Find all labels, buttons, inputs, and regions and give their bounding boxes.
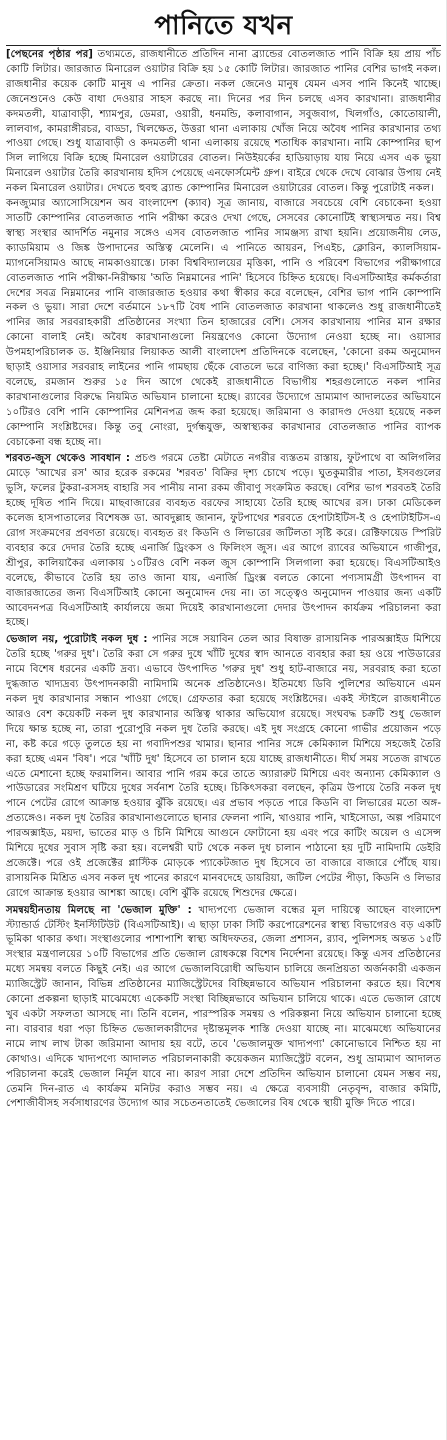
- continuation-marker: [পেছনের পৃষ্ঠার পর]: [6, 49, 93, 60]
- clipped-previous-text: [6, 0, 441, 5]
- section-coordination-heading: সমন্বয়হীনতায় মিলছে না 'ভেজাল মুক্তি' :: [6, 904, 192, 916]
- section-milk: [6, 633, 441, 901]
- section-coordination-text: খাদ্যপণ্যে ভেজাল বন্ধের মূল দায়িত্বে আছেন বাংলাদেশ স্ট্যান্ডার্ড টেস্টিং ইনস্টিটিউট (বিএসটিআই)। এ ছাড়া ঢাকা সিটি করপোরেশনের স্বাস্থ্য বিভাগেরও বড় একটি ভূমিকা থাকার কথা। সংস্থাগুলোর পাশাপাশি স্বাস্থ্য অধিদফতর, জেলা প্রশাসন, র‍্যাব, পুলিশসহ অন্তত ১৫টি সংস্থার মন্ত্রণালয়ের ১০টি বিভাগের প্রতি ভেজাল রোধকল্পে বিশেষ নির্দেশনা রয়েছে। কিন্তু এসব প্রতিষ্ঠানের মধ্যে সমন্বয় বলতে কিছুই নেই। এর আগে ভেজালবিরোধী অভিযান চালিয়ে জনপ্রিয়তা অর্জনকারী একজন ম্যাজিস্ট্রেট জানান, বিভিন্ন প্রতিষ্ঠানের ম্যাজিস্ট্রেটদের বিচ্ছিন্নভাবে অভিযান পরিচালনা করতে হয়। বিশেষ কোনো প্রকল্পনা ছাড়াই মাঝেমধ্যে একেকটি সংস্থা বিচ্ছিন্নভাবে অভিযান চালিয়ে থাকে। এতে ভেজাল রোধে খুব একটা সফলতা আসছে না। তিনি বলেন, পারস্পরিক সমন্বয় ও পরিকল্পনা নিয়ে অভিযান চালানো হচ্ছে না। বারবার ধরা পড়া চিহ্নিত ভেজালকারীদের দৃষ্টান্তমূলক শাস্তি দেওয়া যাচ্ছে না। মাঝেমধ্যে অভিযানের নামে লাখ লাখ টাকা জরিমানা আদায় হয় বটে, তবে 'ভেজালমুক্ত খাদ্যপণ্য' কোনোভাবে নিশ্চিত হয় না কোথাও। এদিকে খাদ্যপণ্যে আদালত পরিচালনাকারী কয়েকজন ম্যাজিস্ট্রেট বলেন, শুধু ভ্রাম্যমাণ আদালত পরিচালনা করেই ভেজাল নির্মূল যাবে না। কারণ সারা দেশে প্রতিদিন অভিযান চালানো যেমন সম্ভব নয়, তেমনি দিন-রাত এ কার্যক্রম মনিটর করাও সম্ভব নয়। এ ক্ষেত্রে ব্যবসায়ী নেতৃবৃন্দ, বাজার কমিটি, পেশাজীবীসহ সর্বসাধারণের উদ্যোগ আর সচেতনতাতেই ভেজালের বিষ থেকে স্থায়ী মুক্তি দিতে পারে।: [6, 904, 441, 1110]
- headline-divider: [6, 45, 441, 46]
- section-milk-text: পানির সঙ্গে সয়াবিন তেল আর বিষাক্ত রাসায়নিক পারঅক্সাইড মিশিয়ে তৈরি হচ্ছে 'গরুর দুধ'। তৈরি করা সে গরুর দুধে খাঁটি দুধের স্বাদ আনতে ব্যবহার করা হয় ওয়ে পাউডারের নামে বিশেষ ধরনের একটি দ্রব্য। এভাবে উৎপাদিত 'গরুর দুধ' শুধু হাট-বাজারে নয়, সরবরাহ করা হতো দুগ্ধজাত খাদ্যদ্রব্য উৎপাদনকারী নামিদামি অনেক প্রতিষ্ঠানেও। ইতিমধ্যে ডিবি পুলিশের অভিযানে এমন নকল দুধ কারখানার সন্ধান পাওয়া গেছে। গ্রেফতার করা হয়েছে সংশ্লিষ্টদের। একই স্টাইলে রাজধানীতে আরও বেশ কয়েকটি নকল দুধ কারখানার অস্তিত্ব থাকার অভিযোগ রয়েছে। সংঘবদ্ধ চক্রটি শুধু ভেজাল দিয়ে ক্ষান্ত হচ্ছে না, তারা পুরোপুরি নকল দুধ তৈরি করছে। এই দুধ সংগ্রহে কোনো গাভীর প্রয়োজন পড়ে না, কষ্ট করে গড়ে তুলতে হয় না গবাদিপশুর খামার। ছানার পানির সঙ্গে কেমিক্যাল মিশিয়ে সহজেই তৈরি করা হচ্ছে এমন 'বিষ'। পরে 'খাঁটি দুধ' হিসেবে তা চালান হয়ে যাচ্ছে রাজধানীতে। দীর্ঘ সময় সতেজ রাখতে এতে মেশানো হচ্ছে ফরমালিন। আবার পানি গরম করে তাতে অ্যারারুট মিশিয়ে এবং অন্যান্য কেমিক্যাল ও পাউডারের সংমিশ্রণ ঘটিয়ে দুধের সর্বনাশ তৈরি হচ্ছে। চিকিৎসকরা বলছেন, কৃত্রিম উপায়ে তৈরি নকল দুধ পানে পেটের রোগে আক্রান্ত হওয়ার ঝুঁকি রয়েছে। এর প্রভাব পড়তে পারে কিডনি বা লিভারের মতো অঙ্গ-প্রত্যঙ্গেও। নকল দুধ তৈরির কারখানাগুলোতে ছানার ফেলনা পানি, খাওয়ার পানি, খাইসোডা, অল্প পরিমাণে পারঅক্সাইড, ময়দা, ভাতের মাড় ও চিনি মিশিয়ে আগুনে ফোটানো হয় এবং পরে কাটিং অয়েল ও এসেন্স মিশিয়ে দুধের সুবাস সৃষ্টি করা হয়। বলেশ্বরী ঘাট থেকে নকল দুধ চালান পাঠানো হয় দুটি নামিদামি ডেইরি প্রজেক্টে। পরে ওই প্রজেক্টের প্লাস্টিক মোড়কে প্যাকেটজাত দুধ হিসেবে তা বাজারে বাজারে পৌঁছে যায়। রাসায়নিক মিশ্রিত এসব নকল দুধ পানের কারণে মানবদেহে ডায়রিয়া, জটিল পেটের পীড়া, কিডনি ও লিভার রোগে আক্রান্ত হওয়ার আশঙ্কা আছে। বেশি ঝুঁকি রয়েছে শিশুদের ক্ষেত্রে।: [6, 634, 441, 899]
- section-juice-heading: শরবত-জুস থেকেও সাবধান :: [6, 453, 130, 465]
- intro-paragraph: [6, 48, 441, 197]
- cab-report-paragraph: কনজ্যুমার অ্যাসোসিয়েশন অব বাংলাদেশ (ক্যাব) সূত্র জানায়, বাজারে সবচেয়ে বেশি বেচাকেনা হওয়া সাতটি কোম্পানির বোতলজাত পানি পরীক্ষা করেও দেখা গেছে, সেসবের কোনোটিই স্বাস্থ্যসম্মত নয়। বিশ্ব স্বাস্থ্য সংস্থার আদর্শিত নমুনার সঙ্গেও এসব বোতলজাত পানির সামঞ্জস্য রাখা হয়নি। প্রয়োজনীয় লেড, ক্যাডমিয়াম ও জিঙ্ক উপাদানের অস্তিত্ব মেলেনি। এ পানিতে আয়রন, পিএইচ, ক্লোরিন, ক্যালসিয়াম-ম্যাগনেসিয়ামও আছে নামকাওয়াস্তে। ঢাকা বিশ্ববিদ্যালয়ের মৃত্তিকা, পানি ও পরিবেশ বিভাগের পরীক্ষাগারে বোতলজাত পানি পরীক্ষা-নিরীক্ষায় 'অতি নিম্নমানের পানি' হিসেবে চিহ্নিত হয়েছে। বিএসটিআইর কর্মকর্তারা দেশের সবত্র নিম্নমানের পানি বাজারজাত হওয়ার কথা স্বীকার করে বলেছেন, বেশির ভাগ পানি কোম্পানি নকল ও ভুয়া। সারা দেশে বর্তমানে ১৮৭টি বৈধ পানি বোতলজাত কারখানা থাকলেও শুধু রাজধানীতেই পানির জার সরবরাহকারী প্রতিষ্ঠানের সংখ্যা তিন হাজারের বেশি। সেসব কারখানায় পানির মান রক্ষার কোনো বালাই নেই। অবৈধ কারখানাগুলো নিয়ন্ত্রণেও কোনো উদ্যোগ নেওয়া হচ্ছে না। ওয়াসার উপমহাপরিচালক ড. ইঞ্জিনিয়ার লিয়াকত আলী বাংলাদেশ প্রতিদিনকে বলেছেন, 'কোনো রকম অনুমোদন ছাড়াই ওয়াসার সরবরাহ লাইনের পানি গামছায় ছেঁকে বোতলে ভরে বাণিজ্য করা হচ্ছে।' বিএসটিআই সূত্র বলেছে, রমজান শুরুর ১৫ দিন আগে থেকেই রাজধানীতে বিভাগীয় শহরগুলোতে নকল পানির কারখানাগুলোর বিরুদ্ধে নিয়মিত অভিযান চালানো হচ্ছে। র‍্যাবের উদ্যোগে ভ্রাম্যমাণ আদালতের অভিযানে ১০টিরও বেশি পানি কোম্পানির মেশিনপত্র জব্দ করা হয়েছে। জরিমানা ও কারাদণ্ড দেওয়া হয়েছে নকল কোম্পানি সংশ্লিষ্টদের। কিন্তু তবু নোংরা, দুর্গন্ধযুক্ত, অস্বাস্থ্যকর কারখানার বোতলজাত পানির ব্যাপক বেচাকেনা বন্ধ হচ্ছে না।: [6, 198, 441, 448]
- article-body: [6, 48, 441, 1112]
- article-headline: পানিতে যখন: [154, 11, 293, 41]
- section-juice-text: প্রচণ্ড গরমে তেষ্টা মেটাতে নগরীর ব্যস্ততম রাস্তায়, ফুটপাথে বা অলিগলির মোড়ে 'আখের রস' আর হরেক রকমের 'শরবত' বিক্রির দৃশ্য চোখে পড়ে। ঘুতকুমারীর পাতা, ইসবগুলের ভুসি, ফলের টুকরা-রসসহ বাহারি সব পানীয় নানা রকম জীবাণু সংক্রমিত করছে। বেশির ভাগ শরবতই তৈরি হচ্ছে দূষিত পানি দিয়ে। মাছবাজারের ব্যবহৃত বরফের সাহায্যে তৈরি হচ্ছে আখের রস। ঢাকা মেডিকেল কলেজ হাসপাতালের বিশেষজ্ঞ ডা. আবদুল্লাহ জানান, ফুটপাথের শরবতে হেপাটাইটিস-ই ও হেপাটাইটিস-এ রোগ সংক্রমণের প্রবণতা রয়েছে। ব্যবহৃত রং কিডনি ও লিভারের জটিলতা সৃষ্টি করে। রেক্টিফায়েড স্পিরিট ব্যবহার করে দেদার তৈরি হচ্ছে এনার্জি ড্রিংকস ও ফিলিংস জুস। এর আগে র‍্যাবের অভিযানে গাজীপুর, শ্রীপুর, কালিয়াকৈর এলাকায় ১০টিরও বেশি নকল জুস কোম্পানি সিলগালা করা হয়েছে। বিএসটিআইও বলেছে, কীভাবে তৈরি হয় তাও জানা যায়, এনার্জি ড্রিংক্স বলতে কোনো পণ্যসামগ্রী উৎপাদন বা বাজারজাতের জন্য বিএসটিআই কোনো অনুমোদন দেয় না। তা সত্ত্বেও অনুমোদন পাওয়ার জন্য একটি আবেদনপত্র বিএসটিআই কার্যালয়ে জমা দিয়েই কারখানাগুলো দেদার উৎপাদন কার্যক্রম পরিচালনা করা হচ্ছে।: [6, 453, 442, 629]
- section-juice: [6, 452, 441, 631]
- intro-text: তথ্যমতে, রাজধানীতে প্রতিদিন নানা ব্র্যান্ডের বোতলজাত পানি বিক্রি হয় প্রায় পাঁচ কোটি লিটার। জারজাত মিনারেল ওয়াটার বিক্রি হয় ১৫ কোটি লিটার। জারজাত পানির বেশির ভাগই নকল। রাজধানীর কয়েক কোটি মানুষ এ পানির ক্রেতা। নকল জেনেও মানুষ যেমন এসব পানি কিনেই খাচ্ছে। জেনেশুনেও কেউ বাধা দেওয়ার সাহস করছে না। দিনের পর দিন চলছে এসব কারখানা। রাজধানীর কদমতলী, যাত্রাবাড়ী, শ্যামপুর, ডেমরা, ওয়ারী, ধনমন্ডি, কলাবাগান, সবুজবাগ, খিলগাঁও, কোতোয়ালী, লালবাগ, কামরাঙ্গীরচর, বাড্ডা, খিলক্ষেত, উত্তরা থানা এলাকায় খোঁজ নিয়ে অবৈধ পানির কারখানার তথ্য পাওয়া গেছে। শুধু যাত্রাবাড়ী ও কদমতলী থানা এলাকায় রয়েছে শতাধিক কারখানা। নামি কোম্পানির ছাপ সিল লাগিয়ে বিক্রি হচ্ছে মিনারেল ওয়াটারের বোতল। নিউইয়র্কের হাডিয়াড়ায় যায় নিয়ে এসব এক ভুয়া মিনারেল ওয়াটার তৈরি কারখানায় হদিস পেয়েছে এনফোর্সমেন্ট গ্রুপ। বাইরে থেকে দেখে বোঝার উপায় নেই নকল মিনারেল ওয়াটার। দেখতে হুবহু ব্র্যান্ড কোম্পানির মিনারেল ওয়াটারের বোতল। কিন্তু পুরোটাই নকল।: [6, 49, 441, 195]
- section-milk-heading: ভেজাল নয়, পুরোটাই নকল দুধ :: [6, 634, 148, 646]
- section-coordination: [6, 904, 441, 1113]
